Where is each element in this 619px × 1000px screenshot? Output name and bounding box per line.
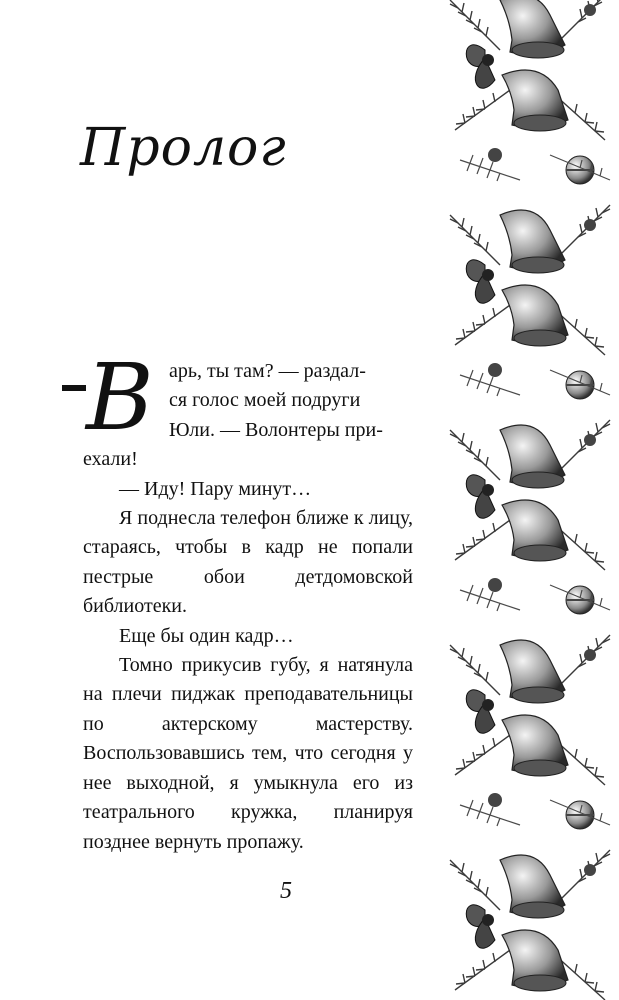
paragraph-4: Еще бы один кадр… [119, 624, 294, 647]
paragraph-1 [83, 357, 413, 475]
body-text [83, 357, 413, 857]
drop-cap: В [86, 344, 154, 451]
christmas-bells-garland-icon [440, 0, 619, 1000]
chapter-title: Пролог [80, 118, 287, 178]
p1-line-3: Юли. — Волонтеры при- [169, 418, 383, 441]
paragraph-2: — Иду! Пару минут… [119, 477, 312, 500]
paragraph-3: Я поднесла телефон ближе к лицу, стараясь, чтобы в кадр не попали пестрые обои детдомовской библиотеки. [83, 507, 413, 618]
p1-line-1: арь, ты там? — раздал- [169, 360, 366, 382]
p1-line-2: ся голос моей подруги [169, 389, 361, 412]
page-number: 5 [280, 878, 292, 904]
paragraph-5: Томно прикусив губу, я натянула на плечи пиджак преподавательницы по актерскому мастерству. Воспользовавшись тем, что сегодня у нее выходной, я умыкнула его из театрального кружка, планируя позднее вернуть пропажу. [83, 654, 413, 853]
p1-line-4: ехали! [83, 448, 138, 471]
